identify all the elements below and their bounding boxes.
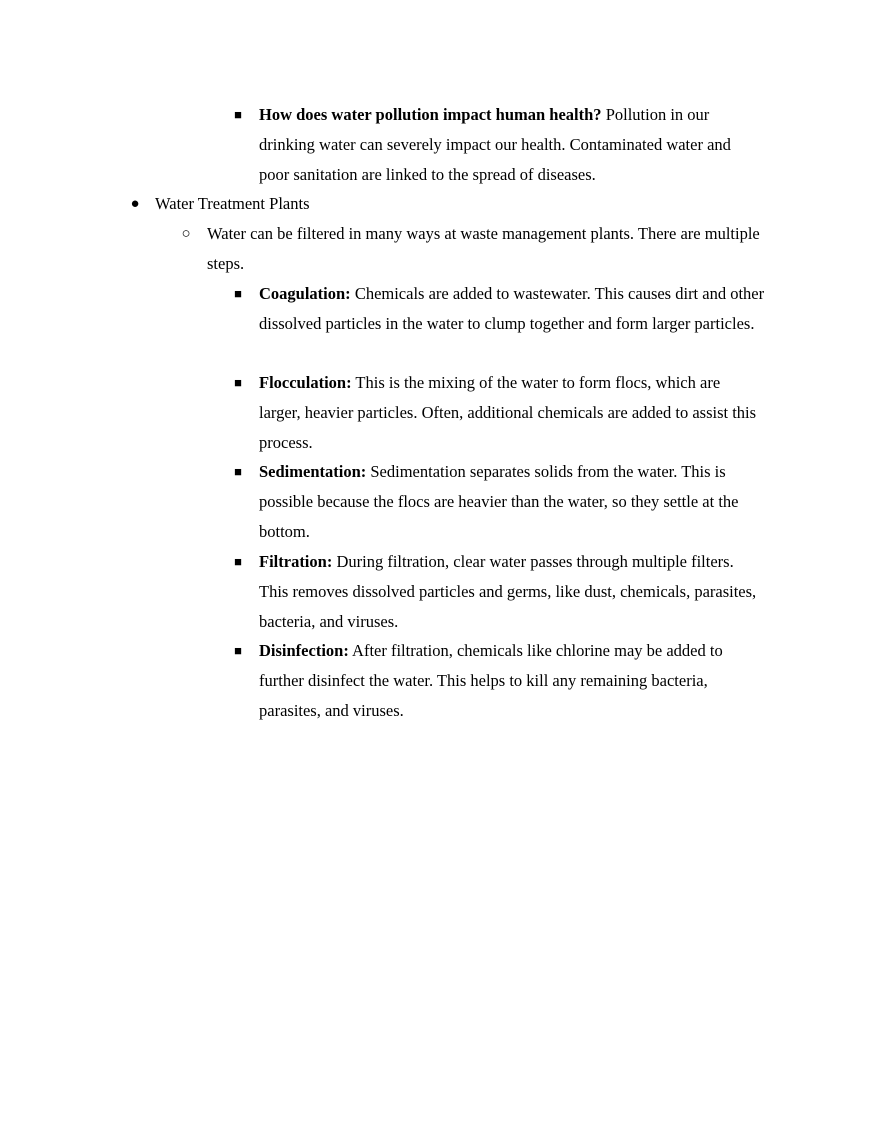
list-item-health-impact: [234, 100, 765, 190]
disc-bullet-icon: ●: [130, 196, 140, 212]
list-item-term: Coagulation:: [259, 284, 351, 303]
square-bullet-icon: ■: [234, 464, 242, 479]
list-item-term: Disinfection:: [259, 641, 349, 660]
list-item-text: [259, 279, 765, 339]
list-item-filtration: [234, 547, 765, 637]
list-item-text: [259, 457, 765, 547]
square-bullet-icon: ■: [234, 643, 242, 658]
list-item-text: [259, 547, 765, 637]
list-item-text: Water can be filtered in many ways at waste management plants. There are multiple steps.: [207, 224, 760, 273]
list-item-text: [259, 368, 765, 458]
list-item-term: Flocculation:: [259, 373, 352, 392]
list-item-filter-intro: [181, 219, 765, 279]
square-bullet-icon: ■: [234, 375, 242, 390]
list-item-sedimentation: [234, 457, 765, 547]
list-item-body: During filtration, clear water passes through multiple filters. This removes dissolved particles and germs, like dust, chemicals, parasites, bacteria, and viruses.: [259, 552, 757, 631]
square-bullet-icon: ■: [234, 554, 242, 569]
list-item-text: [259, 100, 765, 190]
list-item-body: After filtration, chemicals like chlorine may be added to further disinfect the water. This helps to kill any remaining bacteria, parasites, and viruses.: [259, 641, 723, 720]
list-item-term: Filtration:: [259, 552, 333, 571]
list-item-body: Sedimentation separates solids from the water. This is possible because the flocs are heavier than the water, so they settle at the bottom.: [259, 462, 739, 541]
list-item-disinfection: [234, 636, 765, 726]
list-item-body: Chemicals are added to wastewater. This causes dirt and other dissolved particles in the water to clump together and form larger particles.: [259, 284, 765, 333]
list-item-body: This is the mixing of the water to form flocs, which are larger, heavier particles. Often, additional chemicals are added to assist this process.: [259, 373, 757, 452]
list-item-flocculation: [234, 368, 765, 458]
square-bullet-icon: ■: [234, 286, 242, 301]
list-item-term: How does water pollution impact human health?: [259, 105, 602, 124]
list-item-text: [259, 636, 765, 726]
list-item-water-treatment-plants: [130, 189, 765, 219]
list-item-coagulation: [234, 279, 765, 339]
square-bullet-icon: ■: [234, 107, 242, 122]
list-item-body: Pollution in our drinking water can severely impact our health. Contaminated water and poor sanitation are linked to the spread of diseases.: [259, 105, 731, 184]
section-heading: Water Treatment Plants: [155, 194, 310, 213]
circle-bullet-icon: ○: [181, 226, 191, 242]
list-item-term: Sedimentation:: [259, 462, 367, 481]
